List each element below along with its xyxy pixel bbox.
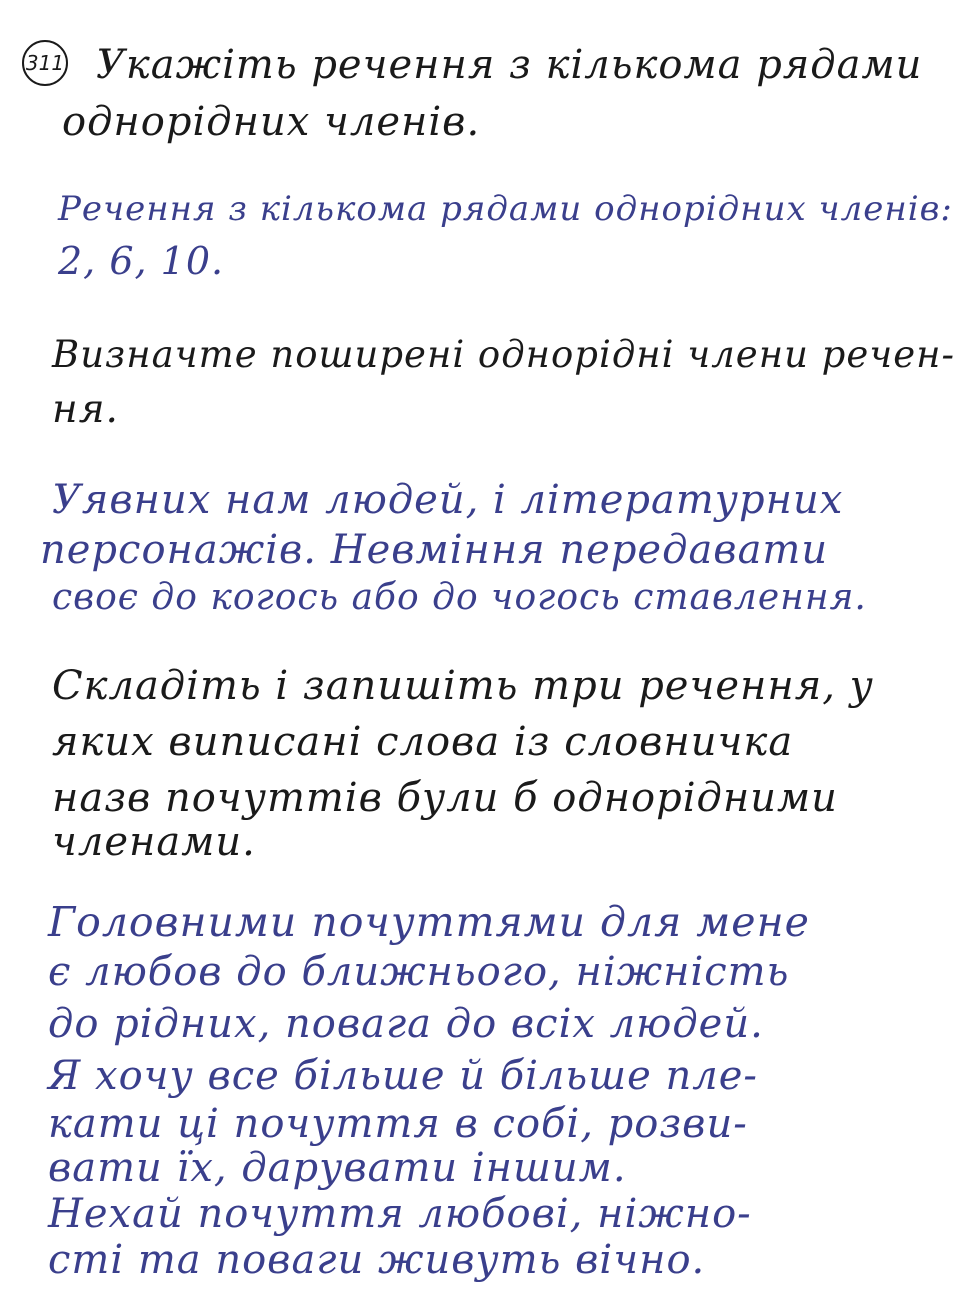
task-3-answer-line-8: сті та поваги живуть вічно. — [48, 1237, 706, 1283]
exercise-number: 311 — [22, 40, 68, 86]
task-3-prompt-line-4: членами. — [52, 819, 256, 865]
task-2-answer-line-3: своє до когось або до чогось ставлення. — [52, 577, 867, 618]
task-3-answer-line-1: Головними почуттями для мене — [48, 898, 810, 946]
task-3-answer-line-3: до рідних, повага до всіх людей. — [48, 1001, 764, 1047]
task-2-prompt-line-2: ня. — [52, 387, 119, 432]
task-1-answer-line-2: 2, 6, 10. — [58, 239, 225, 283]
task-1-prompt-line-2: однорідних членів. — [62, 99, 481, 145]
task-3-answer-line-5: кати ці почуття в собі, розви- — [48, 1101, 748, 1147]
task-3-prompt-line-2: яких виписані слова із словничка — [52, 719, 794, 765]
task-2-answer-line-1: Уявних нам людей, і літературних — [52, 477, 844, 523]
task-3-answer-line-2: є любов до ближнього, ніжність — [48, 949, 790, 995]
task-3-answer-line-4: Я хочу все більше й більше пле- — [48, 1053, 758, 1099]
task-3-prompt-line-1: Складіть і запишіть три речення, у — [52, 663, 874, 709]
task-3-answer-line-7: Нехай почуття любові, ніжно- — [48, 1191, 752, 1237]
task-3-answer-line-6: вати їх, дарувати іншим. — [48, 1145, 627, 1191]
task-3-prompt-line-3: назв почуттів були б однорідними — [52, 775, 838, 821]
task-1-prompt-line-1: Укажіть речення з кількома рядами — [96, 42, 923, 88]
task-2-answer-line-2: персонажів. Невміння передавати — [40, 527, 829, 573]
task-1-answer-line-1: Речення з кількома рядами однорідних членів: — [58, 189, 953, 229]
task-2-prompt-line-1: Визначте поширені однорідні члени речен- — [52, 333, 956, 376]
